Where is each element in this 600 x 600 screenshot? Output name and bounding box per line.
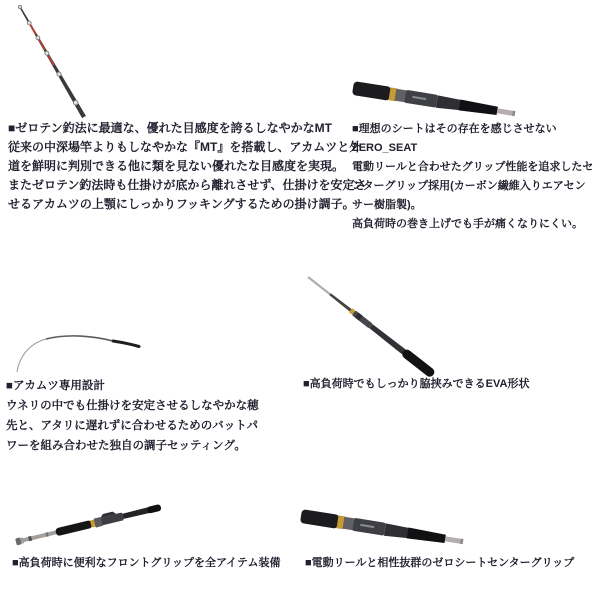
zero-seat-grip-text — [305, 556, 574, 571]
feature-body-line: 先と、アタリに遅れずに合わせるためのバットパ — [6, 420, 258, 432]
feature-caption: ■高負荷時に便利なフロントグリップを全アイテム装備 — [12, 557, 281, 569]
feature-body-line: 従来の中深場竿よりもしなやかな『MT』を搭載し、アカムツと外 — [8, 140, 362, 154]
eva-shape-text — [303, 377, 529, 392]
akamutsu-design-text — [6, 376, 259, 456]
feature-body-line: ウネリの中でも仕掛けを安定させるしなやかな穂 — [6, 400, 259, 412]
feature-body-line: 電動リールと合わせたグリップ性能を追求したセ — [352, 161, 594, 173]
rod-tip-illustration — [8, 3, 108, 121]
front-grip-illustration — [12, 500, 167, 550]
feature-body-line: ワーを組み合わせた独自の調子セッティング。 — [6, 440, 246, 452]
zero-seat-label: ZERO_SEAT — [352, 142, 418, 154]
feature-caption: ■電動リールと相性抜群のゼロシートセンターグリップ — [305, 557, 575, 569]
rod-butt-illustration — [300, 270, 448, 386]
zero-seat-text — [352, 120, 593, 234]
feature-heading: ■理想のシートはその存在を感じさせない — [352, 123, 557, 135]
mt-tip-text — [8, 119, 366, 214]
feature-heading: ■アカムツ専用設計 — [6, 380, 105, 392]
feature-heading: ■ゼロテン釣法に最適な、優れた目感度を誇るしなやかなMT — [8, 121, 332, 135]
front-grip-text — [12, 556, 280, 571]
feature-body-line: またゼロテン釣法時も仕掛けが底から離れさせず、仕掛けを安定さ — [8, 178, 367, 192]
feature-body-line: ンターグリップ採用(カーボン繊維入りエアセン — [352, 180, 586, 192]
feature-caption: ■高負荷時でもしっかり脇挟みできるEVA形状 — [303, 378, 530, 390]
feature-body-line: せるアカムツの上顎にしっかりフッキングするための掛け調子。 — [8, 197, 355, 211]
feature-body-line: 道を鮮明に判別できる他に類を見ない優れたな目感度を実現。 — [8, 159, 345, 173]
bent-rod-illustration — [8, 330, 148, 378]
feature-body-line: サー樹脂製)。 — [352, 199, 422, 211]
center-grip-closeup-illustration — [298, 506, 470, 550]
feature-body-line: 高負荷時の巻き上げでも手が痛くなりにくい。 — [352, 218, 583, 230]
center-grip-illustration — [350, 79, 522, 125]
